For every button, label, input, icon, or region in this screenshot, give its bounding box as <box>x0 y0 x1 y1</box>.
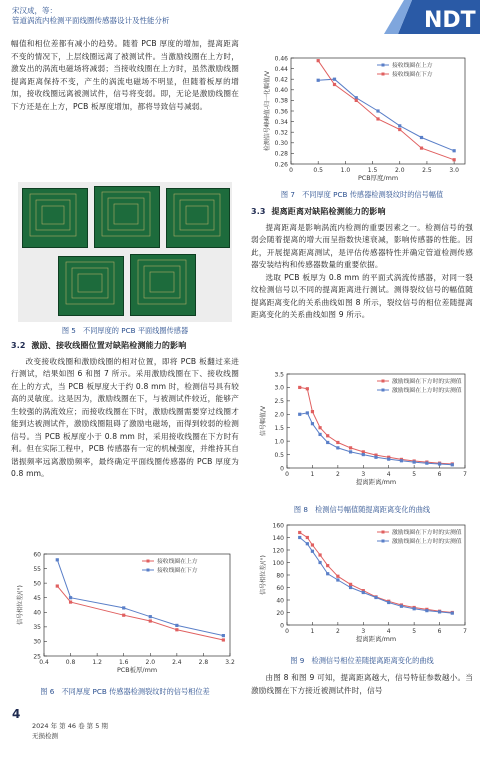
legend-label: 激励线圈在下方时的实测值 <box>392 379 462 386</box>
data-point <box>298 531 301 534</box>
figure-6-chart <box>12 548 238 678</box>
data-point <box>149 619 152 622</box>
y-tick-label: 0.46 <box>274 55 288 63</box>
data-point <box>438 610 441 613</box>
y-tick-label: 45 <box>33 595 41 603</box>
data-point <box>451 612 454 615</box>
x-tick-label: 0.4 <box>39 659 49 666</box>
x-tick-label: 0 <box>285 471 289 478</box>
data-point <box>413 607 416 610</box>
data-point <box>451 463 454 466</box>
data-point <box>149 615 152 618</box>
x-tick-label: 4 <box>386 471 391 478</box>
y-tick-label: 0.28 <box>274 150 288 158</box>
y-tick-label: 40 <box>276 597 284 605</box>
x-axis-label: PCB板厚/mm <box>116 666 158 674</box>
paragraph-text: 由图 8 和图 9 可知，提离距离越大，信号特征参数越小。当激励线圈在下方接近被测试件时，信号 <box>251 673 473 695</box>
data-point <box>318 433 321 436</box>
data-point <box>438 462 441 465</box>
series-line <box>318 79 454 151</box>
y-axis-label: 信号相位差/(°) <box>260 555 267 595</box>
x-tick-label: 0 <box>285 628 289 635</box>
y-tick-label: 35 <box>33 624 41 632</box>
x-tick-label: 2.4 <box>172 659 182 666</box>
data-point <box>362 453 365 456</box>
legend-marker <box>382 389 385 392</box>
legend-marker <box>382 64 385 67</box>
y-tick-label: 1.0 <box>274 438 284 446</box>
y-tick-label: 0.32 <box>274 129 288 137</box>
data-point <box>175 624 178 627</box>
y-tick-label: 140 <box>272 534 284 542</box>
x-tick-label: 0.5 <box>313 167 323 174</box>
data-point <box>317 59 320 62</box>
y-tick-label: 20 <box>276 609 284 617</box>
data-point <box>56 558 59 561</box>
data-point <box>336 578 339 581</box>
series-line <box>318 61 454 160</box>
data-point <box>222 634 225 637</box>
section-title: 提离距离对缺陷检测能力的影响 <box>271 207 386 216</box>
data-point <box>318 561 321 564</box>
data-point <box>311 543 314 546</box>
y-tick-label: 0.5 <box>274 451 284 459</box>
x-tick-label: 6 <box>437 471 442 478</box>
data-point <box>311 410 314 413</box>
data-point <box>453 149 456 152</box>
y-tick-label: 0.36 <box>274 108 288 116</box>
legend-label: 接收线圈在上方 <box>392 63 433 70</box>
x-tick-label: 4 <box>386 628 391 635</box>
y-tick-label: 40 <box>33 609 41 617</box>
y-tick-label: 0.30 <box>274 140 288 148</box>
data-point <box>355 99 358 102</box>
figure-5-caption: 图 5 不同厚度的 PCB 平面线圈传感器 <box>61 326 189 335</box>
x-tick-label: 0 <box>289 167 293 174</box>
y-tick-label: 30 <box>33 638 41 646</box>
figure-7-caption: 图 7 不同厚度 PCB 传感器检测裂纹时的信号幅值 <box>280 190 444 199</box>
data-point <box>306 542 309 545</box>
running-header-title: 管道涡流内检测平面线圈传感器设计及性能分析 <box>12 16 170 25</box>
y-tick-label: 60 <box>33 551 41 559</box>
data-point <box>387 458 390 461</box>
figure-9-chart <box>251 521 473 645</box>
data-point <box>420 147 423 150</box>
data-point <box>420 136 423 139</box>
y-tick-label: 1.5 <box>274 425 284 433</box>
x-tick-label: 1.5 <box>367 167 378 174</box>
data-point <box>374 456 377 459</box>
legend-marker <box>147 560 150 563</box>
y-tick-label: 0 <box>280 465 284 473</box>
data-point <box>311 422 314 425</box>
section-body-2: 选取 PCB 板厚为 0.8 mm 的平面式涡流传感器，对同一裂纹检测信号以不同的提离距离进行测试。测得裂纹信号的幅值随提离距离变化的关系曲线如图 8 所示，裂纹信号的相位差随提离距离变化的关系曲线如图 9 所示。 <box>251 272 473 319</box>
journal-name: 无损检测 <box>32 732 58 740</box>
data-point <box>425 609 428 612</box>
section-3-3 <box>251 206 473 322</box>
journal-logo <box>384 0 480 34</box>
legend-label: 接收线圈在下方 <box>392 72 433 79</box>
data-point <box>326 572 329 575</box>
series-line <box>300 387 453 464</box>
data-point <box>376 109 379 112</box>
y-tick-label: 0.44 <box>274 65 288 73</box>
data-point <box>298 413 301 416</box>
data-point <box>326 441 329 444</box>
data-point <box>400 605 403 608</box>
legend-marker <box>382 540 385 543</box>
legend-label: 接收线圈在下方 <box>157 568 198 575</box>
section-heading <box>251 206 473 219</box>
logo-text: NDT <box>424 8 476 33</box>
y-tick-label: 0.38 <box>274 97 288 105</box>
x-tick-label: 2.8 <box>198 659 209 666</box>
data-point <box>333 78 336 81</box>
x-tick-label: 6 <box>437 628 442 635</box>
y-tick-label: 0.26 <box>274 161 288 169</box>
y-tick-label: 3.0 <box>274 384 284 392</box>
y-tick-label: 100 <box>272 559 284 567</box>
legend-marker <box>382 531 385 534</box>
data-point <box>349 446 352 449</box>
data-point <box>318 426 321 429</box>
x-tick-label: 0.8 <box>65 659 76 666</box>
data-point <box>326 434 329 437</box>
y-tick-label: 0 <box>280 622 284 630</box>
journal-issue: 2024 年 第 46 卷 第 5 期 <box>32 722 108 730</box>
y-tick-label: 2.0 <box>274 411 284 419</box>
x-axis-label: PCB厚度/mm <box>357 174 399 182</box>
legend-marker <box>147 569 150 572</box>
data-point <box>306 536 309 539</box>
page-number: 4 <box>12 707 21 721</box>
legend-label: 激励线圈在上方时的实测值 <box>392 388 462 395</box>
y-axis-label: 检测信号峰峰值-归一化幅值/V <box>264 70 271 152</box>
plot-frame <box>44 554 230 656</box>
y-tick-label: 3.5 <box>274 371 284 379</box>
right-bottom-paragraph <box>251 672 473 697</box>
x-tick-label: 3 <box>361 628 366 635</box>
data-point <box>413 460 416 463</box>
series-line <box>57 560 223 636</box>
data-point <box>306 387 309 390</box>
data-point <box>398 124 401 127</box>
legend-marker <box>382 380 385 383</box>
section-body-1: 提离距离是影响涡流内检测的重要因素之一。检测信号的强弱会随着提离的增大而呈指数快速衰减，影响传感器的性能。因此，开展提离距离测试，是评估传感器特性并确定管道检测传感器安装结构和传感器数量的重要依据。 <box>251 222 473 269</box>
x-tick-label: 1.2 <box>92 659 102 666</box>
data-point <box>336 441 339 444</box>
legend-label: 激励线圈在上方时的实测值 <box>392 539 462 546</box>
x-tick-label: 2 <box>335 628 340 635</box>
section-3-2 <box>11 340 239 481</box>
x-tick-label: 2.0 <box>394 167 405 174</box>
data-point <box>400 459 403 462</box>
figure-6-caption: 图 6 不同厚度 PCB 传感器检测裂纹时的信号相位差 <box>40 687 210 696</box>
data-point <box>453 158 456 161</box>
data-point <box>175 628 178 631</box>
data-point <box>425 462 428 465</box>
data-point <box>349 586 352 589</box>
data-point <box>69 596 72 599</box>
running-header-authors: 宋汉成，等： <box>12 6 57 15</box>
data-point <box>122 614 125 617</box>
data-point <box>222 638 225 641</box>
section-heading <box>11 340 239 353</box>
y-tick-label: 0.42 <box>274 76 288 84</box>
section-body: 改变接收线圈和激励线圈的相对位置，即将 PCB 板翻过来进行测试，结果如图 6 和图 7 所示。采用激励线圈在下、接收线圈在上的方式，当 PCB 板厚度大于约 0.8 mm 时，检测信号具有较高的灵敏度。这是因为，激励线圈在下，与被测试件较近，能够产生较强的涡流效应；而接收线圈在下时，激励线圈需要穿过线圈才能到达被测试件，激励线圈阻碍了激励电磁场，而得到较弱的检测信号。当 PCB 板厚度小于 0.8 mm 时，采用接收线圈在下方时有利。但在实际工程中，PCB 传感器有一定的机械强度，并维持其自谐振频率远离激励频率，最终确定平面线圈传感器的 PCB 厚度为 0.8 mm。 <box>11 356 239 478</box>
y-tick-label: 50 <box>33 580 41 588</box>
section-number: 3.2 <box>11 341 26 350</box>
legend-label: 激励线圈在下方时的实测值 <box>392 530 462 537</box>
x-tick-label: 3.2 <box>225 659 235 666</box>
series-line <box>300 538 453 614</box>
data-point <box>122 606 125 609</box>
x-axis-label: 提离距离/mm <box>355 635 397 643</box>
x-tick-label: 3.0 <box>449 167 459 174</box>
x-tick-label: 5 <box>412 628 417 635</box>
figure-8-chart <box>251 368 473 490</box>
data-point <box>298 536 301 539</box>
data-point <box>336 446 339 449</box>
data-point <box>326 564 329 567</box>
data-point <box>349 450 352 453</box>
x-axis-label: 提离距离/mm <box>355 478 397 486</box>
y-tick-label: 160 <box>272 522 284 530</box>
x-tick-label: 2 <box>335 471 340 478</box>
y-axis-label: 信号幅值/V <box>260 405 267 437</box>
x-tick-label: 2.5 <box>422 167 432 174</box>
x-tick-label: 1 <box>310 471 315 478</box>
left-top-paragraph <box>11 38 239 113</box>
y-tick-label: 2.5 <box>274 398 284 406</box>
section-number: 3.3 <box>251 207 266 216</box>
data-point <box>387 601 390 604</box>
data-point <box>333 83 336 86</box>
x-tick-label: 2.0 <box>145 659 156 666</box>
x-tick-label: 5 <box>412 471 417 478</box>
y-axis-label: 信号相位差/(°) <box>17 585 24 625</box>
data-point <box>317 79 320 82</box>
x-tick-label: 1 <box>310 628 315 635</box>
data-point <box>311 550 314 553</box>
y-tick-label: 55 <box>33 565 41 573</box>
y-tick-label: 80 <box>276 572 284 580</box>
data-point <box>349 583 352 586</box>
data-point <box>362 591 365 594</box>
legend-label: 接收线圈在上方 <box>157 559 198 566</box>
x-tick-label: 1.0 <box>340 167 351 174</box>
y-tick-label: 120 <box>272 547 284 555</box>
y-tick-label: 25 <box>33 653 41 661</box>
coil-traces <box>18 182 232 322</box>
data-point <box>336 575 339 578</box>
legend-marker <box>382 73 385 76</box>
y-tick-label: 0.34 <box>274 118 288 126</box>
data-point <box>376 117 379 120</box>
data-point <box>56 584 59 587</box>
data-point <box>374 596 377 599</box>
y-tick-label: 0.40 <box>274 87 288 95</box>
data-point <box>398 128 401 131</box>
y-tick-label: 60 <box>276 584 284 592</box>
pcb-sensors-photo <box>18 182 232 322</box>
figure-9-caption: 图 9 检测信号相位差随提离距离变化的曲线 <box>290 656 434 665</box>
data-point <box>69 600 72 603</box>
data-point <box>306 411 309 414</box>
data-point <box>298 386 301 389</box>
x-tick-label: 1.6 <box>118 659 129 666</box>
x-tick-label: 7 <box>463 628 467 635</box>
data-point <box>318 553 321 556</box>
x-tick-label: 3 <box>361 471 366 478</box>
x-tick-label: 7 <box>463 471 467 478</box>
figure-8-caption: 图 8 检测信号幅值随提离距离变化的曲线 <box>293 505 431 514</box>
section-title: 激励、接收线圈位置对缺陷检测能力的影响 <box>31 341 187 350</box>
figure-7-chart <box>251 52 473 190</box>
paragraph-text: 幅值和相位差都有减小的趋势。随着 PCB 厚度的增加，提离距离不变的情况下，上层线圈远离了被测试件。当激励线圈在上方时，激发出的涡流电磁场将减弱；当接收线圈在上方时，虽然激励线圈提离距离保持不变，产生的涡流电磁场不明显，但随着板厚的增加，接收线圈远离被测试件，信号将变弱。即，无论是激励线圈在下方还是在上方，PCB 板厚度增加，都将导致信号减弱。 <box>11 39 239 111</box>
